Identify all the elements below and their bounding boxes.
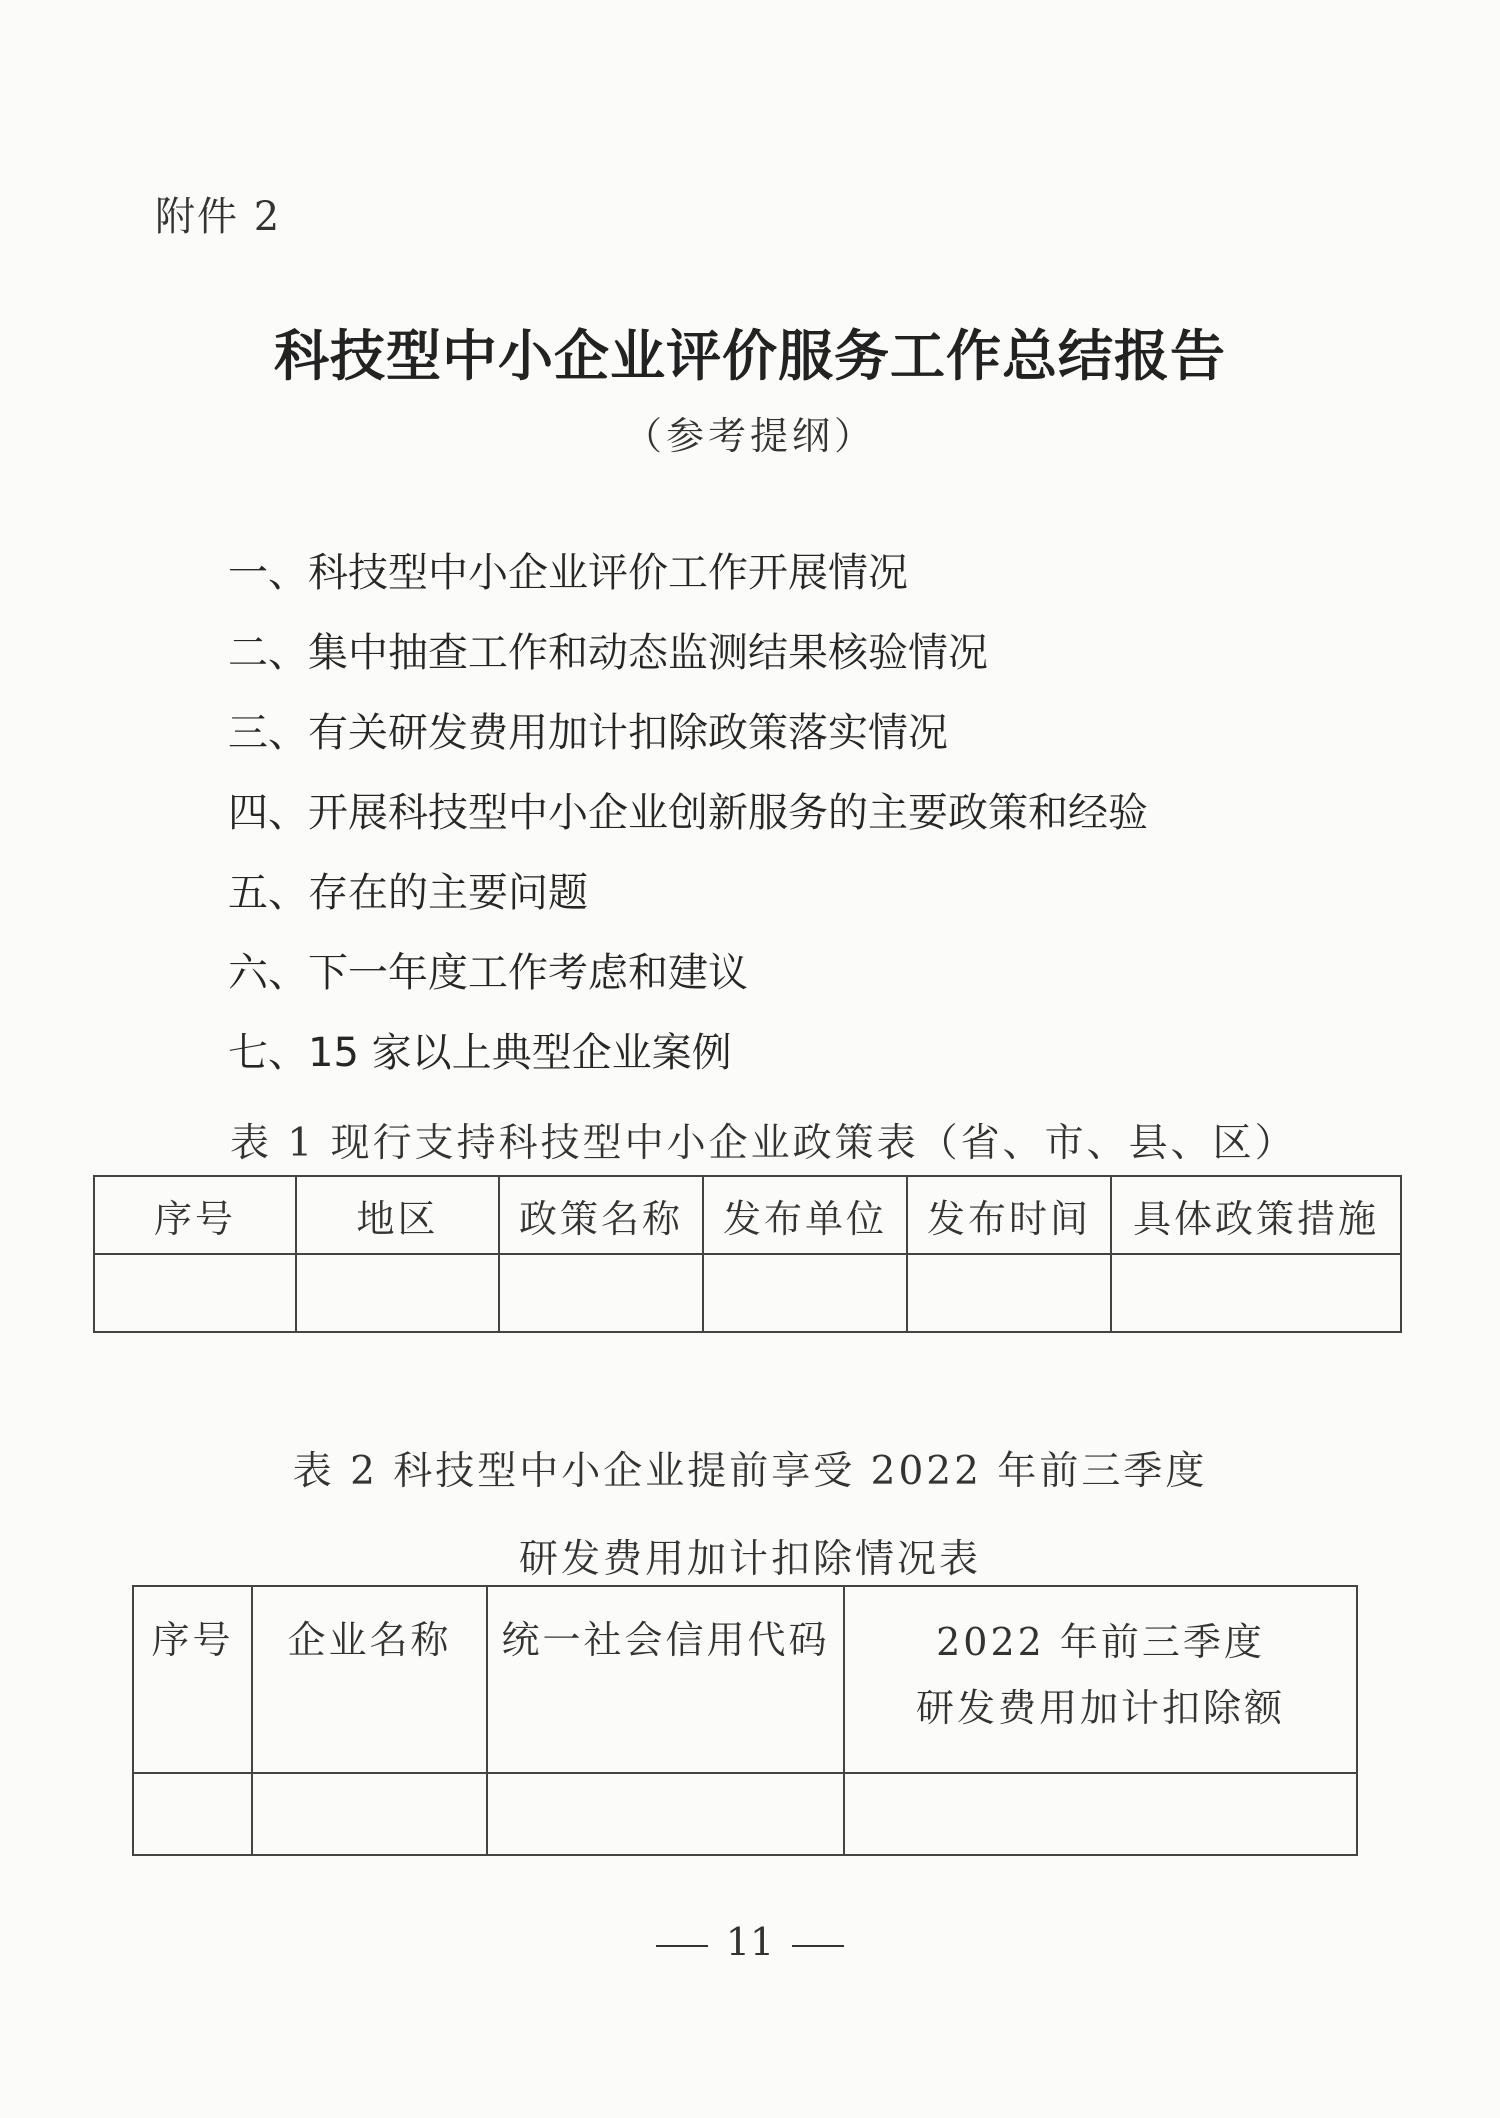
table-cell	[844, 1773, 1357, 1855]
dash-divider	[656, 1945, 708, 1947]
table-header-cell: 地区	[296, 1176, 499, 1254]
rd-deduction-table	[132, 1585, 1358, 1856]
outline-item: 五、存在的主要问题	[228, 870, 588, 916]
table-header-cell: 政策名称	[499, 1176, 703, 1254]
outline-list	[228, 545, 1148, 1105]
table-cell	[703, 1254, 907, 1332]
table-header-cell: 发布时间	[907, 1176, 1111, 1254]
table-cell	[296, 1254, 499, 1332]
table-header-cell: 序号	[94, 1176, 296, 1254]
table-cell	[1111, 1254, 1401, 1332]
outline-item: 一、科技型中小企业评价工作开展情况	[228, 550, 908, 596]
table-header-cell: 序号	[133, 1586, 252, 1773]
table-header-row	[133, 1586, 1357, 1773]
table-cell	[94, 1254, 296, 1332]
table-header-cell: 统一社会信用代码	[487, 1586, 844, 1773]
table-cell	[252, 1773, 487, 1855]
table2-caption-line1: 表 2 科技型中小企业提前享受 2022 年前三季度	[292, 1449, 1208, 1494]
header-line: 2022 年前三季度	[936, 1620, 1265, 1664]
table-row	[94, 1254, 1401, 1332]
outline-item: 四、开展科技型中小企业创新服务的主要政策和经验	[228, 790, 1148, 836]
policy-table	[93, 1175, 1402, 1333]
attachment-label: 附件 2	[155, 194, 282, 240]
outline-item: 二、集中抽查工作和动态监测结果核验情况	[228, 630, 988, 676]
outline-item: 七、15 家以上典型企业案例	[228, 1030, 732, 1076]
table-cell	[133, 1773, 252, 1855]
table2-caption-line2: 研发费用加计扣除情况表	[518, 1537, 981, 1582]
table-cell	[487, 1773, 844, 1855]
table-header-cell: 发布单位	[703, 1176, 907, 1254]
page-number-text: 11	[725, 1920, 775, 1964]
outline-item: 六、下一年度工作考虑和建议	[228, 950, 748, 996]
table-header-cell	[844, 1586, 1357, 1773]
table1-caption: 表 1 现行支持科技型中小企业政策表（省、市、县、区）	[230, 1121, 1297, 1166]
table-header-row	[94, 1176, 1401, 1254]
table-row	[133, 1773, 1357, 1855]
table-cell	[907, 1254, 1111, 1332]
page-number	[0, 1920, 1500, 1964]
report-title: 科技型中小企业评价服务工作总结报告	[273, 324, 1226, 388]
table-cell	[499, 1254, 703, 1332]
header-line: 研发费用加计扣除额	[915, 1686, 1285, 1730]
report-subtitle: （参考提纲）	[623, 414, 876, 458]
outline-item: 三、有关研发费用加计扣除政策落实情况	[228, 710, 948, 756]
dash-divider	[792, 1945, 844, 1947]
table-header-cell: 具体政策措施	[1111, 1176, 1401, 1254]
table-header-cell: 企业名称	[252, 1586, 487, 1773]
